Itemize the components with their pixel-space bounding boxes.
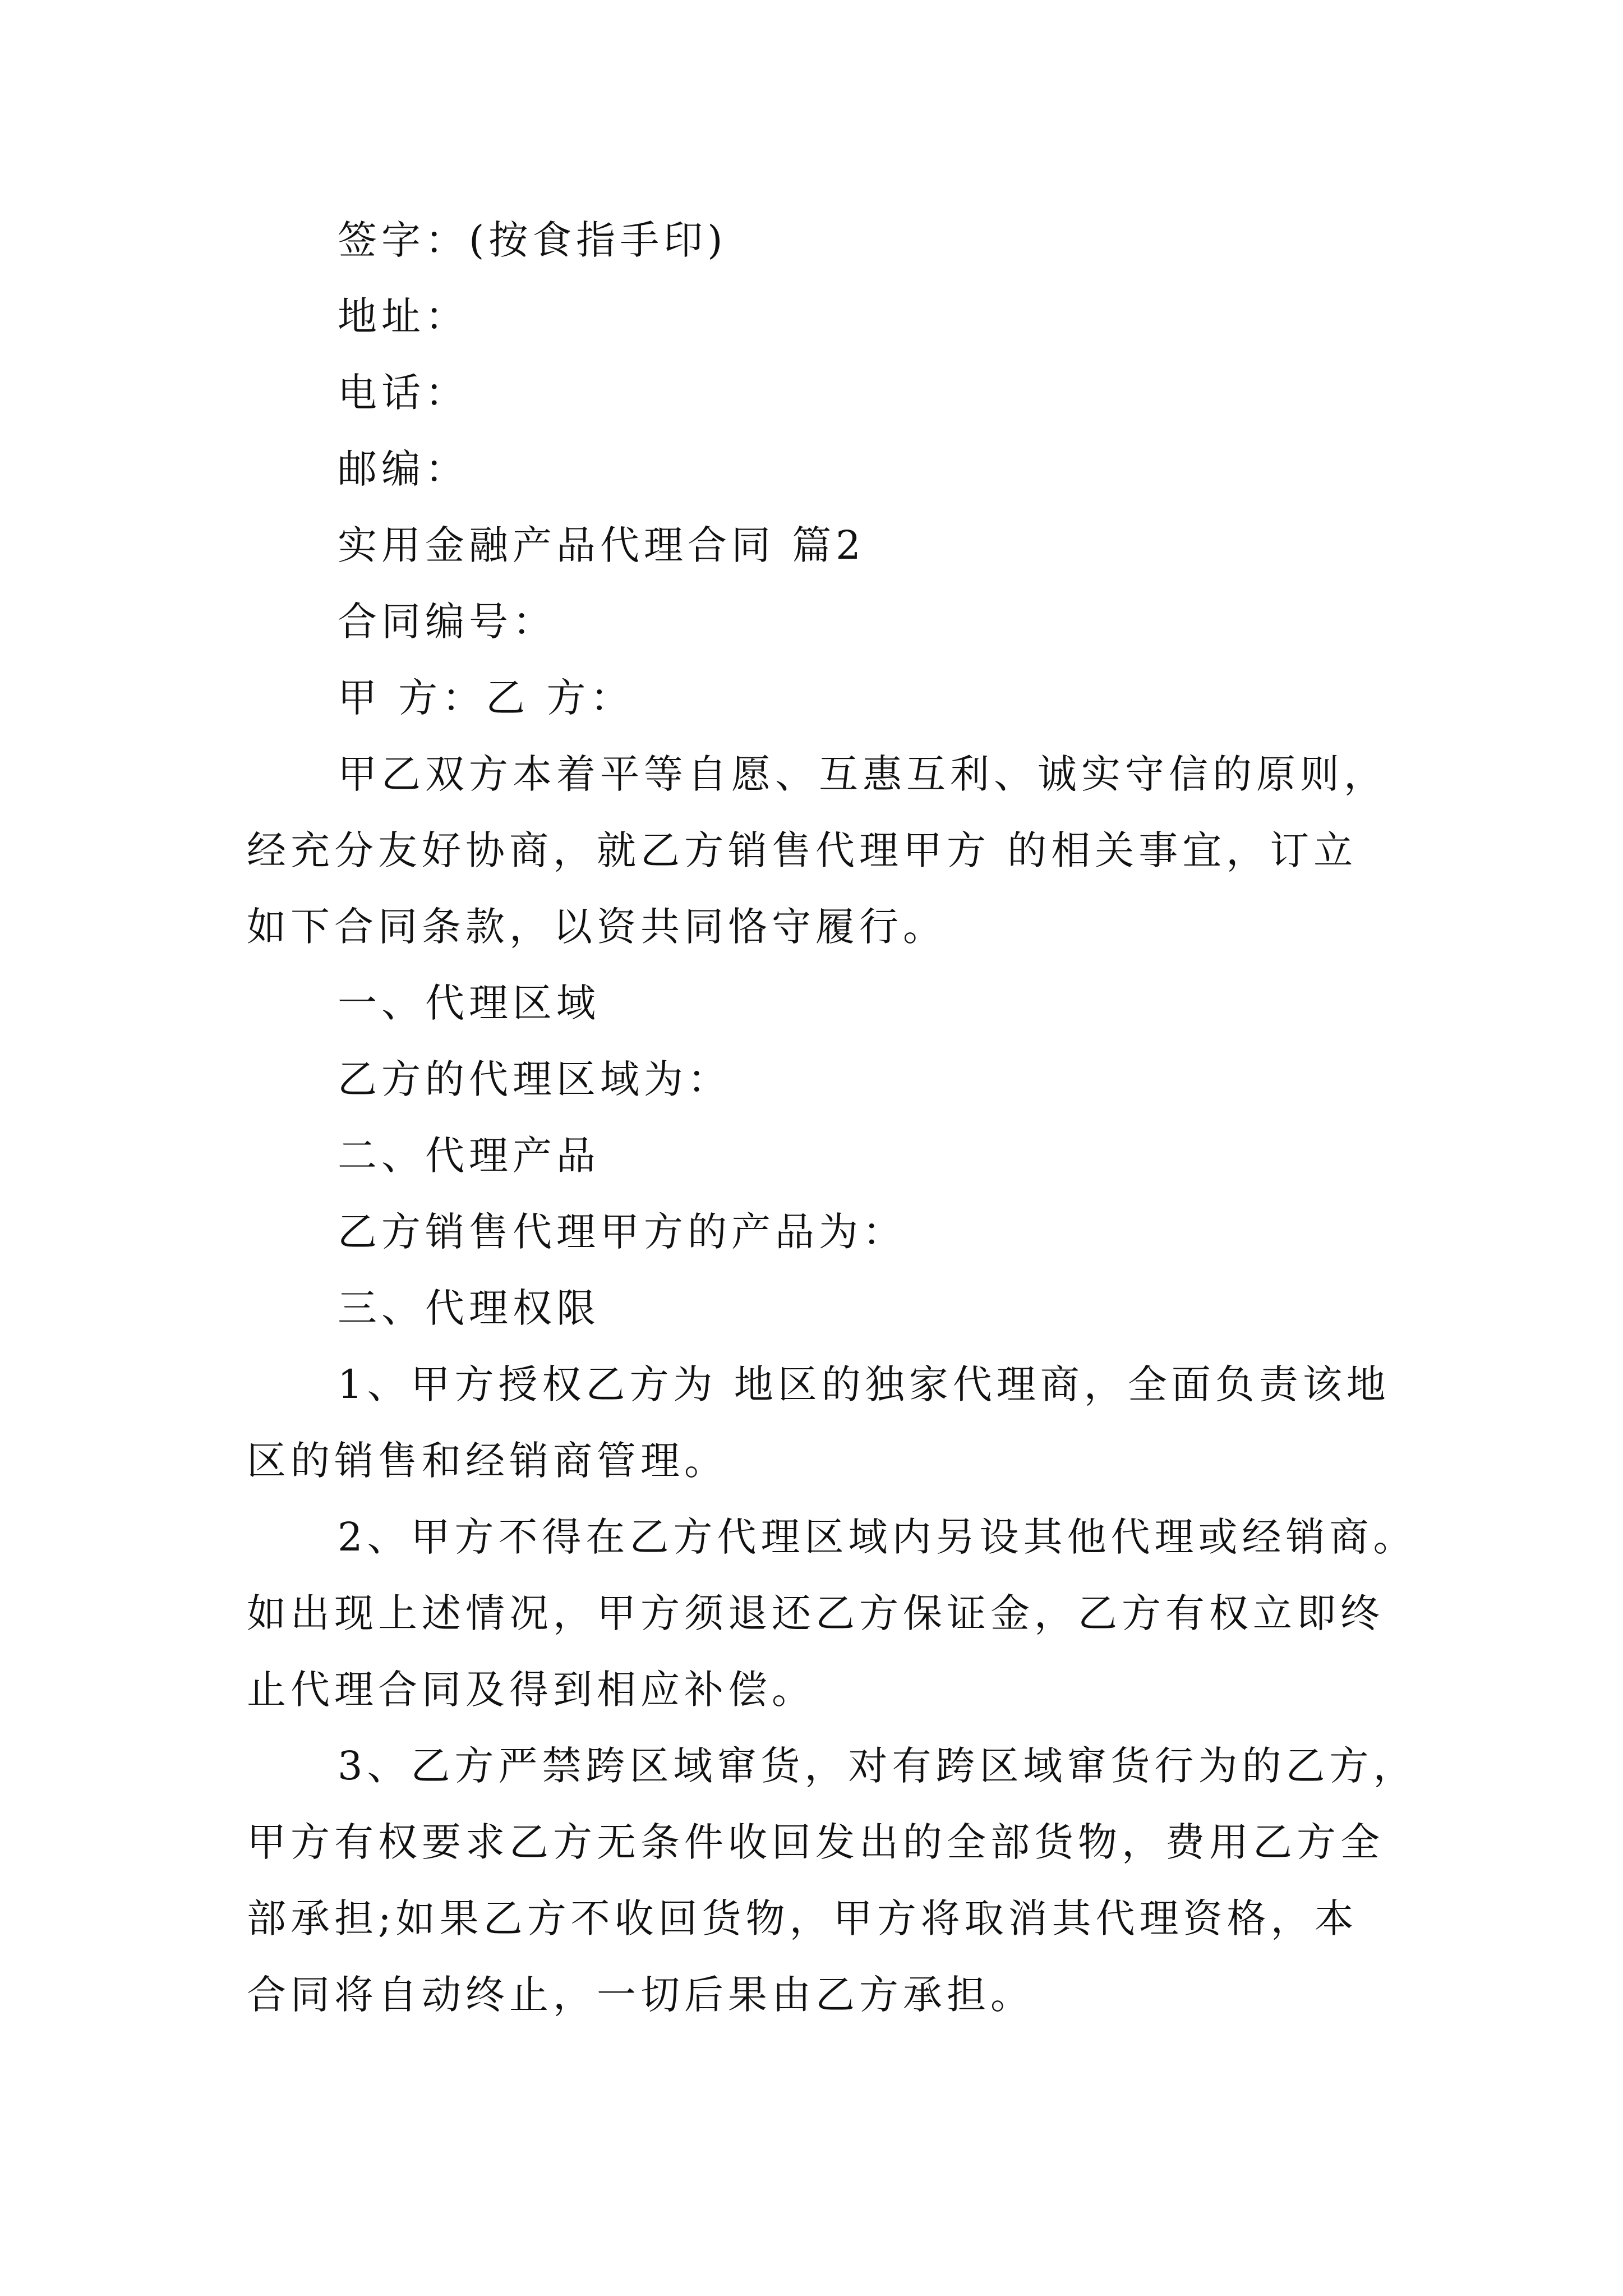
section-2-heading: 二、代理产品 <box>338 1133 600 1179</box>
section-3-heading: 三、代理权限 <box>338 1285 600 1331</box>
clause-2-line-3: 止代理合同及得到相应补偿。 <box>247 1667 815 1713</box>
sign-label: 签字：(按食指手印) <box>338 217 727 263</box>
preamble-line-1: 甲乙双方本着平等自愿、互惠互利、诚实守信的原则， <box>338 751 1387 797</box>
clause-2-line-2: 如出现上述情况，甲方须退还乙方保证金，乙方有权立即终 <box>247 1590 1384 1636</box>
clause-3-line-2: 甲方有权要求乙方无条件收回发出的全部货物，费用乙方全 <box>247 1819 1384 1865</box>
clause-3-line-1: 3、乙方严禁跨区域窜货，对有跨区域窜货行为的乙方， <box>338 1743 1417 1789</box>
section-1-heading: 一、代理区域 <box>338 980 600 1026</box>
contract-number-label: 合同编号： <box>338 599 556 645</box>
postcode-label: 邮编： <box>338 446 469 492</box>
clause-2-line-1: 2、甲方不得在乙方代理区域内另设其他代理或经销商。 <box>338 1514 1417 1560</box>
preamble-line-3: 如下合同条款，以资共同恪守履行。 <box>247 904 947 950</box>
section-1-body: 乙方的代理区域为： <box>338 1056 731 1102</box>
address-label: 地址： <box>338 293 469 339</box>
section-2-body: 乙方销售代理甲方的产品为： <box>338 1209 906 1255</box>
clause-3-line-3: 部承担;如果乙方不收回货物，甲方将取消其代理资格，本 <box>247 1895 1358 1941</box>
parties-label: 甲 方：乙 方： <box>338 675 634 721</box>
clause-1-line-2: 区的销售和经销商管理。 <box>247 1438 728 1484</box>
clause-1-line-1: 1、甲方授权乙方为 地区的独家代理商，全面负责该地 <box>338 1361 1390 1407</box>
clause-3-line-4: 合同将自动终止，一切后果由乙方承担。 <box>247 1972 1034 2018</box>
contract-title: 实用金融产品代理合同 篇2 <box>338 522 865 568</box>
preamble-line-2: 经充分友好协商，就乙方销售代理甲方 的相关事宜，订立 <box>247 827 1358 873</box>
phone-label: 电话： <box>338 370 469 416</box>
